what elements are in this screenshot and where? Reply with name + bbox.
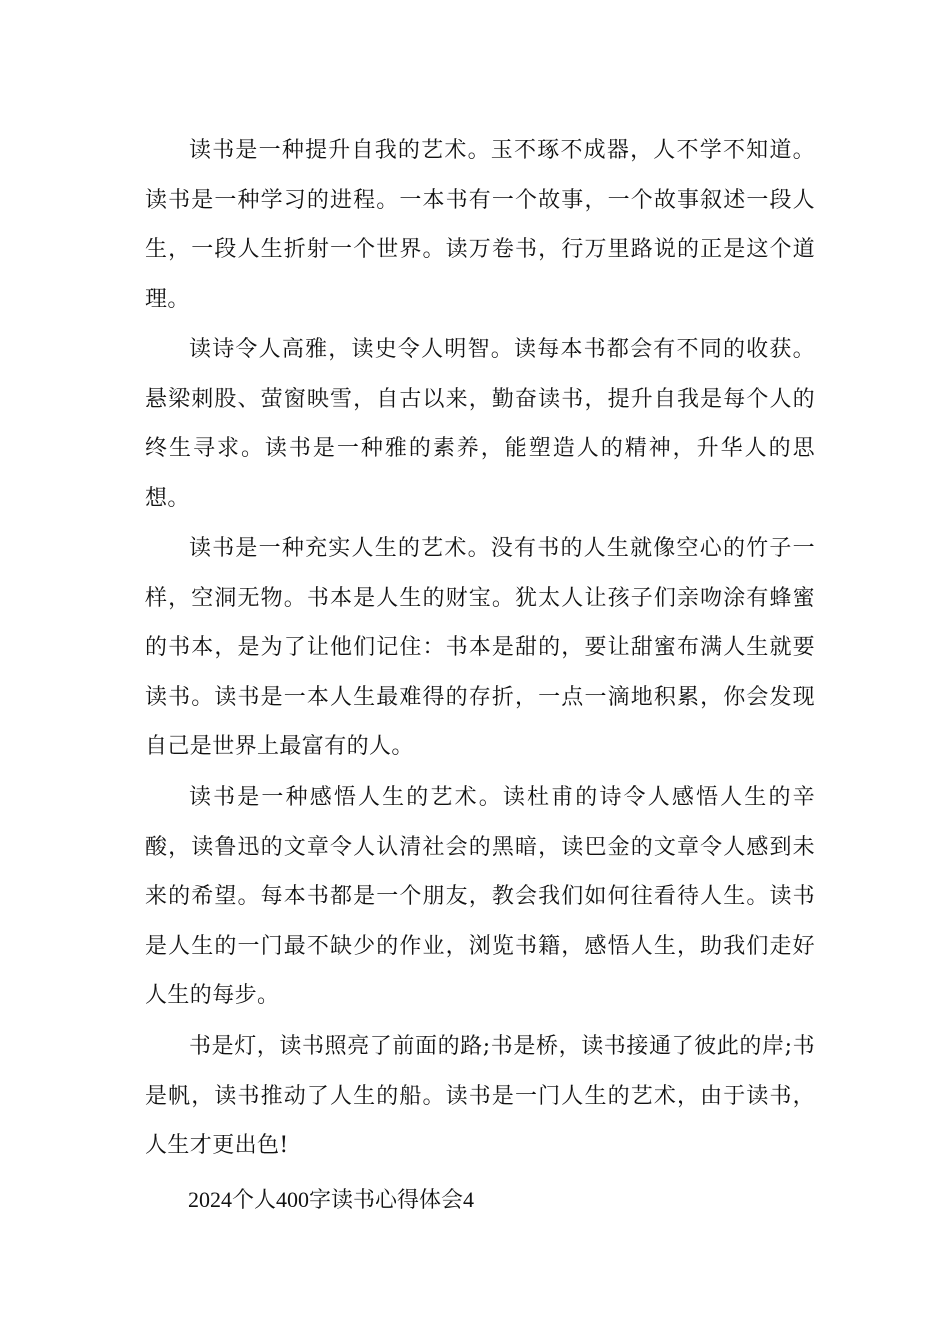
paragraph-book-metaphors: 书是灯，读书照亮了前面的路;书是桥，读书接通了彼此的岸;书是帆，读书推动了人生的船。读书是一门人生的艺术，由于读书，人生才更出色! <box>145 1034 815 1158</box>
paragraph-reading-self-improvement: 读书是一种提升自我的艺术。玉不琢不成器，人不学不知道。读书是一种学习的进程。一本书有一个故事，一个故事叙述一段人生，一段人生折射一个世界。读万卷书，行万里路说的正是这个道理。 <box>145 138 815 312</box>
paragraph-reading-perceive-life: 读书是一种感悟人生的艺术。读杜甫的诗令人感悟人生的辛酸，读鲁迅的文章令人认清社会的黑暗，读巴金的文章令人感到未来的希望。每本书都是一个朋友，教会我们如何往看待人生。读书是人生的一门最不缺少的作业，浏览书籍，感悟人生，助我们走好人生的每步。 <box>145 785 815 1008</box>
paragraph-reading-enrich-life: 读书是一种充实人生的艺术。没有书的人生就像空心的竹子一样，空洞无物。书本是人生的财宝。犹太人让孩子们亲吻涂有蜂蜜的书本，是为了让他们记住：书本是甜的，要让甜蜜布满人生就要读书。读书是一本人生最难得的存折，一点一滴地积累，你会发现自己是世界上最富有的人。 <box>145 536 815 759</box>
section-title: 2024个人400字读书心得体会4 <box>188 1187 475 1212</box>
paragraph-reading-elegance: 读诗令人高雅，读史令人明智。读每本书都会有不同的收获。悬梁刺股、萤窗映雪，自古以来，勤奋读书，提升自我是每个人的终生寻求。读书是一种雅的素养，能塑造人的精神，升华人的思想。 <box>145 337 815 511</box>
